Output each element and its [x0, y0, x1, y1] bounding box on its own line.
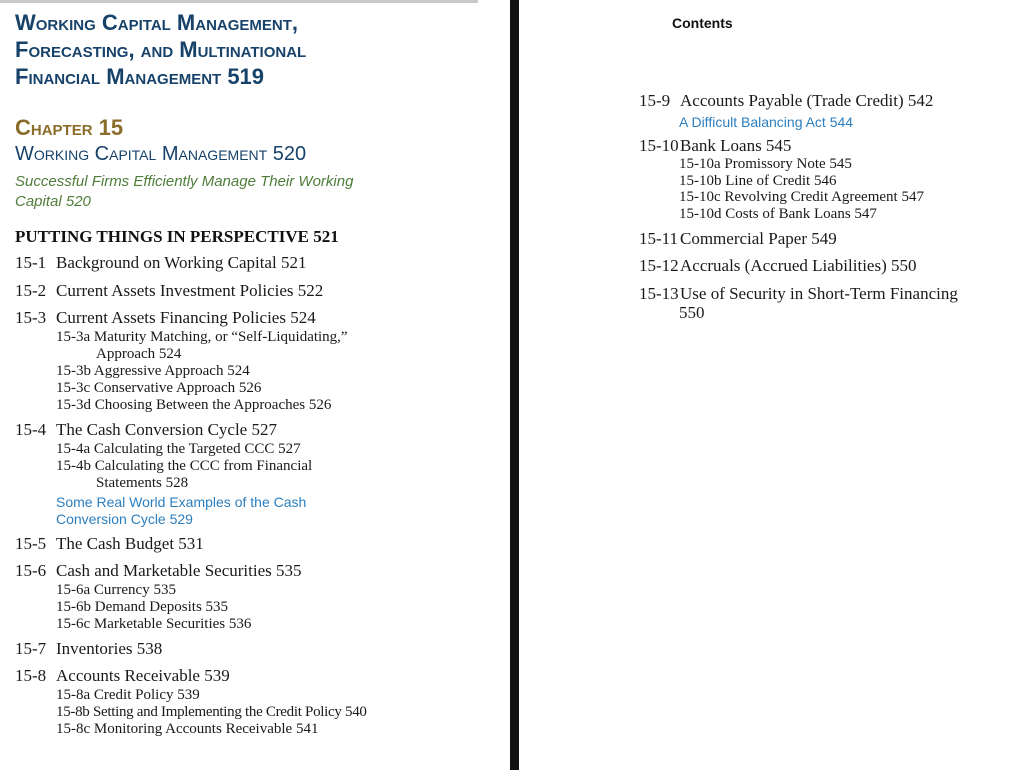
subsection-15-8b: 15-8b Setting and Implementing the Credit Policy 540	[56, 704, 367, 720]
section-number: 15-8	[15, 666, 47, 685]
feature-balancing-act: A Difficult Balancing Act 544	[679, 114, 854, 130]
section-title: Commercial Paper 549	[680, 229, 837, 248]
section-title: Accounts Payable (Trade Credit) 542	[680, 91, 934, 110]
section-title: Use of Security in Short-Term Financing	[680, 284, 958, 303]
opening-feature-line-1: Successful Firms Efficiently Manage Their Working	[15, 173, 354, 190]
section-15-10	[639, 136, 791, 156]
section-15-13-cont: 550	[679, 303, 705, 322]
section-title: Background on Working Capital 521	[56, 253, 307, 272]
section-number: 15-13	[639, 284, 679, 303]
subsection-15-10b: 15-10b Line of Credit 546	[679, 173, 837, 189]
subsection-15-10c: 15-10c Revolving Credit Agreement 547	[679, 189, 924, 205]
section-title: Bank Loans 545	[680, 136, 792, 155]
section-15-9	[639, 91, 933, 111]
section-15-2	[15, 281, 323, 301]
section-title: Accounts Receivable 539	[56, 666, 230, 685]
subsection-15-8a: 15-8a Credit Policy 539	[56, 687, 200, 703]
section-15-3	[15, 308, 316, 328]
section-15-8	[15, 666, 230, 686]
page-divider	[510, 0, 519, 770]
right-page	[519, 0, 1024, 770]
section-15-6	[15, 561, 302, 581]
section-number: 15-10	[639, 136, 679, 155]
section-number: 15-11	[639, 229, 679, 248]
section-title: The Cash Budget 531	[56, 534, 204, 553]
subsection-15-3a-cont: Approach 524	[96, 346, 182, 362]
section-15-7	[15, 639, 162, 659]
subsection-15-6a: 15-6a Currency 535	[56, 582, 176, 598]
section-number: 15-6	[15, 561, 47, 580]
section-title: Inventories 538	[56, 639, 163, 658]
subsection-15-8c: 15-8c Monitoring Accounts Receivable 541	[56, 721, 319, 737]
section-number: 15-3	[15, 308, 47, 327]
part-title-line-1: Working Capital Management,	[15, 10, 299, 35]
left-page	[0, 0, 510, 770]
section-number: 15-2	[15, 281, 47, 300]
section-number: 15-7	[15, 639, 47, 658]
subsection-15-10a: 15-10a Promissory Note 545	[679, 156, 852, 172]
perspective-heading: PUTTING THINGS IN PERSPECTIVE 521	[15, 227, 339, 246]
subsection-15-3b: 15-3b Aggressive Approach 524	[56, 363, 250, 379]
subsection-15-3a: 15-3a Maturity Matching, or “Self-Liquidating,”	[56, 329, 348, 345]
section-number: 15-1	[15, 253, 47, 272]
chapter-label: Chapter 15	[15, 115, 124, 140]
section-number: 15-5	[15, 534, 47, 553]
section-number: 15-4	[15, 420, 47, 439]
part-title-line-3: Financial Management 519	[15, 64, 265, 89]
feature-real-world-line-1: Some Real World Examples of the Cash	[56, 494, 307, 510]
section-number: 15-9	[639, 91, 671, 110]
subsection-15-4b: 15-4b Calculating the CCC from Financial	[56, 458, 313, 474]
subsection-15-4a: 15-4a Calculating the Targeted CCC 527	[56, 441, 301, 457]
feature-real-world-line-2: Conversion Cycle 529	[56, 511, 193, 527]
section-title: Current Assets Investment Policies 522	[56, 281, 324, 300]
section-number: 15-12	[639, 256, 679, 275]
subsection-15-3c: 15-3c Conservative Approach 526	[56, 380, 262, 396]
subsection-15-4b-cont: Statements 528	[96, 475, 189, 491]
section-title: The Cash Conversion Cycle 527	[56, 420, 277, 439]
subsection-15-10d: 15-10d Costs of Bank Loans 547	[679, 206, 877, 222]
section-title: Cash and Marketable Securities 535	[56, 561, 302, 580]
subsection-15-3d: 15-3d Choosing Between the Approaches 526	[56, 397, 332, 413]
section-title: Current Assets Financing Policies 524	[56, 308, 316, 327]
section-15-12	[639, 256, 917, 276]
chapter-title: Working Capital Management 520	[15, 143, 307, 165]
part-title-line-2: Forecasting, and Multinational	[15, 37, 307, 62]
subsection-15-6c: 15-6c Marketable Securities 536	[56, 616, 252, 632]
subsection-15-6b: 15-6b Demand Deposits 535	[56, 599, 229, 615]
running-header: Contents	[672, 15, 733, 31]
section-15-1	[15, 253, 306, 273]
section-15-11	[639, 229, 837, 249]
section-15-4	[15, 420, 277, 440]
section-title: Accruals (Accrued Liabilities) 550	[680, 256, 917, 275]
opening-feature-line-2: Capital 520	[15, 193, 91, 210]
section-15-5	[15, 534, 204, 554]
cut-off-text-edge	[0, 0, 478, 3]
section-15-13	[639, 284, 958, 304]
